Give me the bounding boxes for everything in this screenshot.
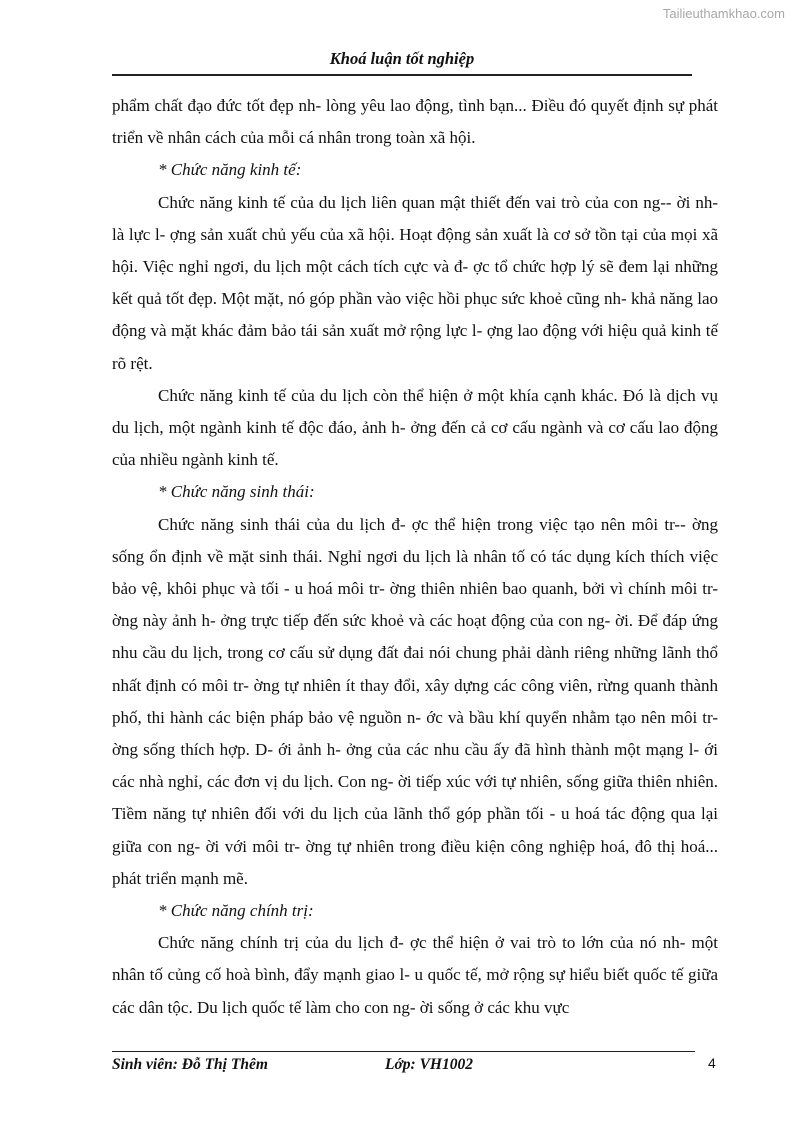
subheading-economic-function: * Chức năng kinh tế: [158,160,302,180]
page-number: 4 [708,1055,716,1071]
paragraph-ecological: Chức năng sinh thái của du lịch đ- ợc thể hiện trong việc tạo nên môi tr-- ờng sống ổn định về mặt sinh thái. Nghỉ ngơi du lịch là nhân tố có tác dụng kích thích việc bảo vệ, khôi phục và tối - u hoá môi tr- ờng thiên nhiên bao quanh, bởi vì chính môi tr- ờng này ảnh h- ởng trực tiếp đến sức khoẻ và các hoạt động của con ng- ời. Để đáp ứng nhu cầu du lịch, trong cơ cấu sử dụng đất đai nói chung phải dành riêng những lãnh thổ nhất định có môi tr- ờng tự nhiên ít thay đổi, xây dựng các công viên, rừng quanh thành phố, thi hành các biện pháp bảo vệ nguồn n- ớc và bầu khí quyển nhằm tạo nên môi tr- ờng sống thích hợp. D- ới ảnh h- ởng của các nhu cầu ấy đã hình thành một mạng l- ới các nhà nghỉ, các đơn vị du lịch. Con ng- ời tiếp xúc với tự nhiên, sống giữa thiên nhiên. Tiềm năng tự nhiên đối với du lịch của lãnh thổ góp phần tối - u hoá tác động qua lại giữa con ng- ời với môi tr- ờng tự nhiên trong điều kiện công nghiệp hoá, đô thị hoá... phát triển mạnh mẽ. [112,514,718,888]
header-divider [112,74,692,76]
footer-divider [112,1051,695,1052]
footer-student-name: Sinh viên: Đỗ Thị Thêm [112,1056,268,1073]
page-header-title: Khoá luận tốt nghiệp [329,49,475,68]
document-body [112,90,718,1024]
paragraph-economic-2: Chức năng kinh tế của du lịch còn thể hiện ở một khía cạnh khác. Đó là dịch vụ du lịch, một ngành kinh tế độc đáo, ảnh h- ởng đến cả cơ cấu ngành và cơ cấu lao động của nhiều ngành kinh tế. [112,385,718,470]
footer-class: Lớp: VH1002 [385,1056,473,1073]
subheading-political-function: * Chức năng chính trị: [158,901,314,921]
paragraph-political: Chức năng chính trị của du lịch đ- ợc thể hiện ở vai trò to lớn của nó nh- một nhân tố củng cố hoà bình, đẩy mạnh giao l- u quốc tế, mở rộng sự hiểu biết quốc tế giữa các dân tộc. Du lịch quốc tế làm cho con ng- ời sống ở các khu vực [112,933,718,1017]
watermark: Tailieuthamkhao.com [662,6,785,21]
paragraph-continuation: phẩm chất đạo đức tốt đẹp nh- lòng yêu lao động, tình bạn... Điều đó quyết định sự phát triển về nhân cách của mỗi cá nhân trong toàn xã hội. [112,96,718,148]
paragraph-economic-1: Chức năng kinh tế của du lịch liên quan mật thiết đến vai trò của con ng-- ời nh- là lực l- ợng sản xuất chủ yếu của xã hội. Hoạt động sản xuất là cơ sở tồn tại của mọi xã hội. Việc nghỉ ngơi, du lịch một cách tích cực và đ- ợc tổ chức hợp lý sẽ đem lại những kết quả tốt đẹp. Một mặt, nó góp phần vào việc hồi phục sức khoẻ cũng nh- khả năng lao động và mặt khác đảm bảo tái sản xuất mở rộng lực l- ợng lao động với hiệu quả kinh tế rõ rệt. [112,192,718,373]
subheading-ecological-function: * Chức năng sinh thái: [158,482,315,502]
